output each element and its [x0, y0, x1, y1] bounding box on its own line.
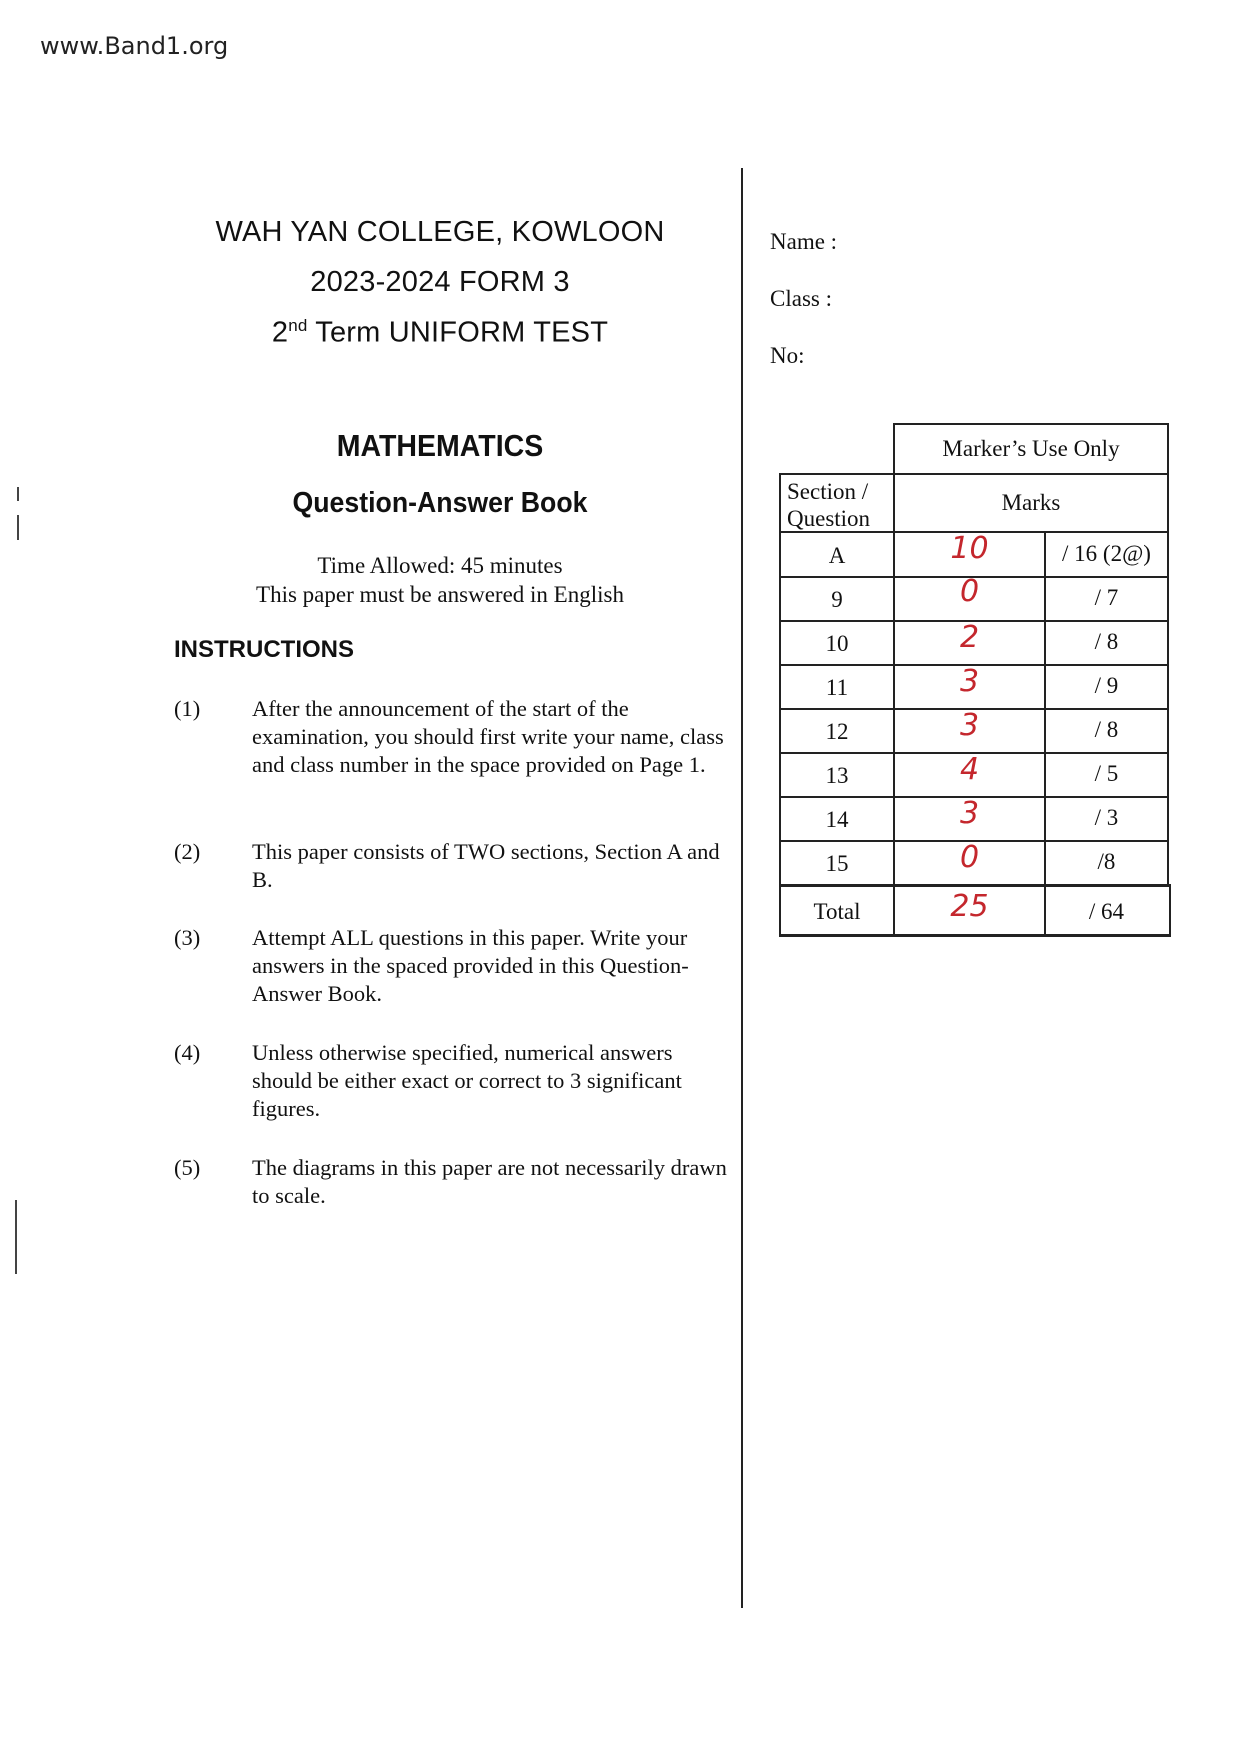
year-form: 2023-2024 FORM 3 [310, 266, 570, 298]
instruction-text: Unless otherwise specified, numerical answers should be either exact or correct to 3 significant figures. [252, 1040, 682, 1121]
term-suffix: nd [288, 316, 308, 335]
term-rest: Term UNIFORM TEST [307, 316, 609, 349]
max-cell: /8 [1097, 849, 1116, 874]
instruction-number: (2) [174, 839, 201, 864]
no-label: No: [770, 343, 805, 368]
school-name: WAH YAN COLLEGE, KOWLOON [215, 216, 665, 248]
section-cell: 11 [825, 675, 849, 700]
section-question-header: Section / Question [787, 479, 871, 531]
table-line [894, 423, 1169, 425]
max-cell: / 16 (2@) [1062, 541, 1151, 566]
name-label: Name : [770, 229, 838, 254]
instruction-number: (3) [174, 925, 201, 950]
instruction-number: (4) [174, 1040, 201, 1065]
max-cell: / 3 [1094, 805, 1119, 830]
language-note: This paper must be answered in English [256, 582, 624, 607]
section-cell: 12 [825, 719, 849, 744]
table-line [1167, 423, 1169, 887]
book-type: Question-Answer Book [292, 487, 588, 519]
section-cell: 13 [825, 763, 849, 788]
score-cell: 0 [959, 840, 980, 875]
section-cell: A [828, 543, 846, 568]
class-label: Class : [770, 286, 832, 311]
score-cell: 0 [959, 574, 980, 609]
score-cell: 10 [950, 531, 989, 566]
max-cell: / 5 [1094, 761, 1119, 786]
section-cell: 9 [831, 587, 843, 612]
page-divider [741, 168, 743, 1608]
table-line [1169, 884, 1171, 937]
table-line [779, 884, 1171, 887]
site-url[interactable]: www.Band1.org [40, 32, 229, 60]
instructions-heading: INSTRUCTIONS [174, 636, 354, 663]
max-cell: / 9 [1094, 673, 1119, 698]
scan-mark [17, 487, 19, 501]
table-line [779, 473, 1169, 475]
marker-use-header: Marker’s Use Only [942, 436, 1120, 461]
table-line [779, 934, 1171, 937]
time-allowed: Time Allowed: 45 minutes [317, 553, 563, 578]
instruction-text: Attempt ALL questions in this paper. Write your answers in the spaced provided in this Question-Answer Book. [252, 925, 689, 1006]
instruction-text: After the announcement of the start of the examination, you should first write your name, class and class number in the space provided on Page 1. [252, 696, 724, 777]
section-cell: 10 [825, 631, 849, 656]
marks-header: Marks [1001, 490, 1061, 515]
scan-mark [17, 515, 19, 540]
test-title [160, 316, 720, 350]
score-cell: 3 [959, 796, 980, 831]
score-cell: 3 [959, 708, 980, 743]
section-cell: 14 [825, 807, 849, 832]
score-cell: 2 [959, 620, 980, 655]
term-ordinal: 2 [271, 316, 289, 349]
instruction-text: The diagrams in this paper are not necessarily drawn to scale. [252, 1155, 727, 1208]
score-cell: 3 [959, 664, 980, 699]
instruction-number: (1) [174, 696, 201, 721]
max-cell: / 8 [1094, 629, 1119, 654]
total-score: 25 [950, 889, 989, 924]
total-max: / 64 [1088, 899, 1125, 924]
score-cell: 4 [959, 752, 980, 787]
max-cell: / 7 [1094, 585, 1119, 610]
instruction-number: (5) [174, 1155, 201, 1180]
scan-mark [15, 1200, 17, 1274]
section-cell: 15 [825, 851, 849, 876]
subject-title: MATHEMATICS [336, 428, 544, 463]
total-label: Total [813, 899, 861, 924]
max-cell: / 8 [1094, 717, 1119, 742]
instruction-text: This paper consists of TWO sections, Section A and B. [252, 839, 720, 892]
